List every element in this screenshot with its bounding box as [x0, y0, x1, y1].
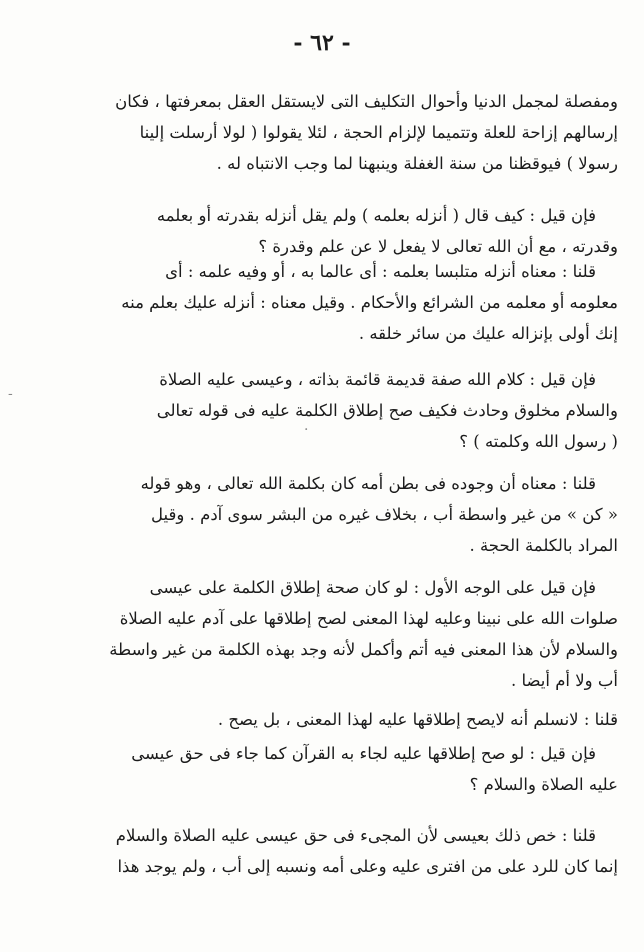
page-number: - ٦٢ -: [293, 30, 351, 56]
paragraph-line: ( رسول الله وكلمته ) ؟: [459, 432, 618, 451]
paragraph-9: [44, 820, 618, 882]
paragraph-line: صلوات الله على نبينا وعليه لهذا المعنى لصح إطلاقها على آدم عليه الصلاة: [119, 609, 618, 628]
margin-mark: -: [8, 386, 13, 402]
paragraph-line: إرسالهم إزاحة للعلة وتتميما لإلزام الحجة ، لئلا يقولوا ( لولا أرسلت إلينا: [139, 123, 618, 142]
paragraph-line: فإن قيل على الوجه الأول : لو كان صحة إطلاق الكلمة على عيسى: [149, 578, 596, 597]
paragraph-line: قلنا : خص ذلك بعيسى لأن المجىء فى حق عيسى عليه الصلاة والسلام: [115, 826, 596, 845]
paragraph-5: [44, 468, 618, 561]
paragraph-6: [44, 572, 618, 696]
paragraph-2: [44, 200, 618, 262]
paragraph-3: [44, 256, 618, 349]
paragraph-line: وقدرته ، مع أن الله تعالى لا يفعل لا عن علم وقدرة ؟: [258, 237, 618, 256]
margin-mark: ·: [304, 422, 309, 438]
paragraph-1: [44, 86, 618, 179]
paragraph-line: « كن » من غير واسطة أب ، بخلاف غيره من البشر سوى آدم . وقيل: [151, 505, 618, 524]
paragraph-line: إنما كان للرد على من افترى عليه وعلى أمه ونسبه إلى أب ، ولم يوجد هذا: [117, 857, 618, 876]
paragraph-line: رسولا ) فيوقظنا من سنة الغفلة وينبهنا لما وجب الانتباه له .: [216, 154, 618, 173]
paragraph-line: فإن قيل : كيف قال ( أنزله بعلمه ) ولم يقل أنزله بقدرته أو بعلمه: [156, 206, 596, 225]
paragraph-line: إنك أولى بإنزاله عليك من سائر خلقه .: [358, 324, 618, 343]
paragraph-4: [44, 364, 618, 457]
paragraph-line: المراد بالكلمة الحجة .: [469, 536, 618, 555]
paragraph-line: قلنا : معناه أن وجوده فى بطن أمه كان بكلمة الله تعالى ، وهو قوله: [140, 474, 596, 493]
paragraph-line: معلومه أو معلمه من الشرائع والأحكام . وقيل معناه : أنزله عليك بعلم منه: [121, 293, 618, 312]
paragraph-line: أب ولا أم أيضا .: [510, 671, 618, 690]
paragraph-line: فإن قيل : لو صح إطلاقها عليه لجاء به القرآن كما جاء فى حق عيسى: [131, 744, 596, 763]
paragraph-line: ومفصلة لمجمل الدنيا وأحوال التكليف التى لايستقل العقل بمعرفتها ، فكان: [115, 92, 618, 111]
paragraph-7: [44, 704, 618, 735]
paragraph-line: عليه الصلاة والسلام ؟: [469, 775, 618, 794]
paragraph-line: قلنا : لانسلم أنه لايصح إطلاقها عليه لهذا المعنى ، بل يصح .: [217, 710, 618, 729]
paragraph-line: والسلام مخلوق وحادث فكيف صح إطلاق الكلمة عليه فى قوله تعالى: [156, 401, 618, 420]
paragraph-8: [44, 738, 618, 800]
paragraph-line: فإن قيل : كلام الله صفة قديمة قائمة بذاته ، وعيسى عليه الصلاة: [159, 370, 596, 389]
paragraph-line: والسلام لأن هذا المعنى فيه أتم وأكمل لأنه وجد بهذه الكلمة من غير واسطة: [109, 640, 618, 659]
paragraph-line: قلنا : معناه أنزله متلبسا بعلمه : أى عالما به ، أو وفيه علمه : أى: [165, 262, 596, 281]
